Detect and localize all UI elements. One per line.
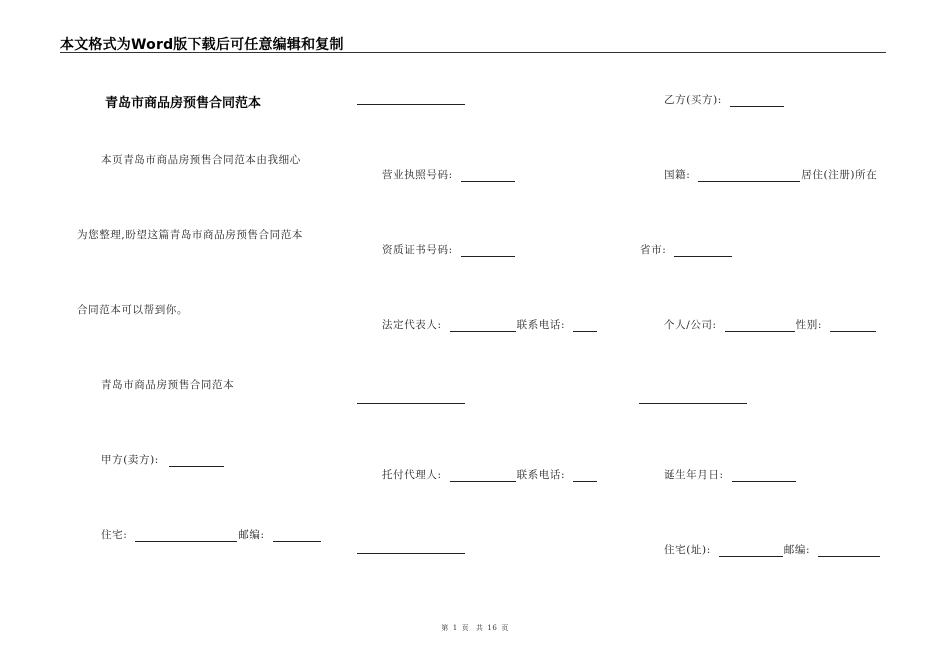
legal-rep-row — [382, 318, 598, 332]
party-b-row — [664, 93, 785, 107]
intro-line-3: 合同范本可以帮到你。 — [77, 304, 188, 316]
qualification-row — [382, 243, 516, 257]
domicile-label: 居住(注册)所在 — [801, 169, 878, 181]
nationality-blank[interactable] — [698, 170, 800, 182]
nationality-row — [664, 168, 877, 182]
residence-blank[interactable] — [135, 530, 237, 542]
header-title: 本文格式为Word版下载后可任意编辑和复制 — [60, 37, 344, 53]
legal-rep-phone-label: 联系电话: — [516, 319, 566, 331]
qualification-label: 资质证书号码: — [382, 244, 453, 256]
party-a-row — [101, 453, 225, 467]
party-a-label: 甲方(卖方): — [101, 454, 159, 466]
qualification-blank[interactable] — [461, 245, 515, 257]
footer-page-word: 页 — [461, 624, 470, 632]
section-rule — [639, 403, 747, 404]
intro-line-1: 本页青岛市商品房预售合同范本由我细心 — [101, 154, 301, 166]
document-title: 青岛市商品房预售合同范本 — [105, 96, 262, 111]
address-postcode-blank[interactable] — [818, 545, 880, 557]
person-company-row — [664, 318, 877, 332]
birth-row — [664, 468, 797, 482]
footer-total-suffix: 页 — [501, 624, 509, 632]
header-divider — [60, 52, 886, 53]
postcode-label: 邮编: — [238, 529, 265, 541]
business-license-row — [382, 168, 516, 182]
agent-phone-blank[interactable] — [573, 470, 597, 482]
section-rule — [357, 403, 465, 404]
section-rule — [357, 104, 465, 105]
legal-rep-blank[interactable] — [450, 320, 516, 332]
party-a-residence-row — [101, 528, 322, 542]
business-license-label: 营业执照号码: — [382, 169, 453, 181]
nationality-label: 国籍: — [664, 169, 691, 181]
person-company-label: 个人/公司: — [664, 319, 717, 331]
birth-blank[interactable] — [732, 470, 796, 482]
postcode-blank[interactable] — [273, 530, 321, 542]
party-a-blank[interactable] — [169, 455, 224, 467]
address-blank[interactable] — [719, 545, 783, 557]
legal-rep-phone-blank[interactable] — [573, 320, 597, 332]
province-blank[interactable] — [674, 245, 732, 257]
agent-blank[interactable] — [450, 470, 516, 482]
province-label: 省市: — [640, 244, 667, 256]
section-subtitle: 青岛市商品房预售合同范本 — [101, 379, 235, 391]
province-row — [640, 243, 733, 257]
agent-label: 托付代理人: — [382, 469, 442, 481]
agent-phone-label: 联系电话: — [516, 469, 566, 481]
party-b-label: 乙方(买方): — [664, 94, 722, 106]
address-row — [664, 543, 881, 557]
birth-label: 诞生年月日: — [664, 469, 724, 481]
person-company-blank[interactable] — [725, 320, 795, 332]
section-rule — [357, 553, 465, 554]
address-label: 住宅(址): — [664, 544, 711, 556]
footer-page-prefix: 第 — [441, 624, 449, 632]
gender-blank[interactable] — [830, 320, 876, 332]
footer-page-current: 1 — [452, 624, 458, 632]
page-footer — [0, 623, 950, 633]
agent-row — [382, 468, 598, 482]
legal-rep-label: 法定代表人: — [382, 319, 442, 331]
party-b-blank[interactable] — [730, 95, 784, 107]
residence-label: 住宅: — [101, 529, 128, 541]
footer-page-total: 16 — [487, 624, 498, 632]
business-license-blank[interactable] — [461, 170, 515, 182]
footer-total-prefix: 共 — [475, 624, 484, 632]
intro-line-2: 为您整理,盼望这篇青岛市商品房预售合同范本 — [77, 229, 303, 241]
address-postcode-label: 邮编: — [783, 544, 811, 556]
gender-label: 性别: — [795, 319, 822, 331]
